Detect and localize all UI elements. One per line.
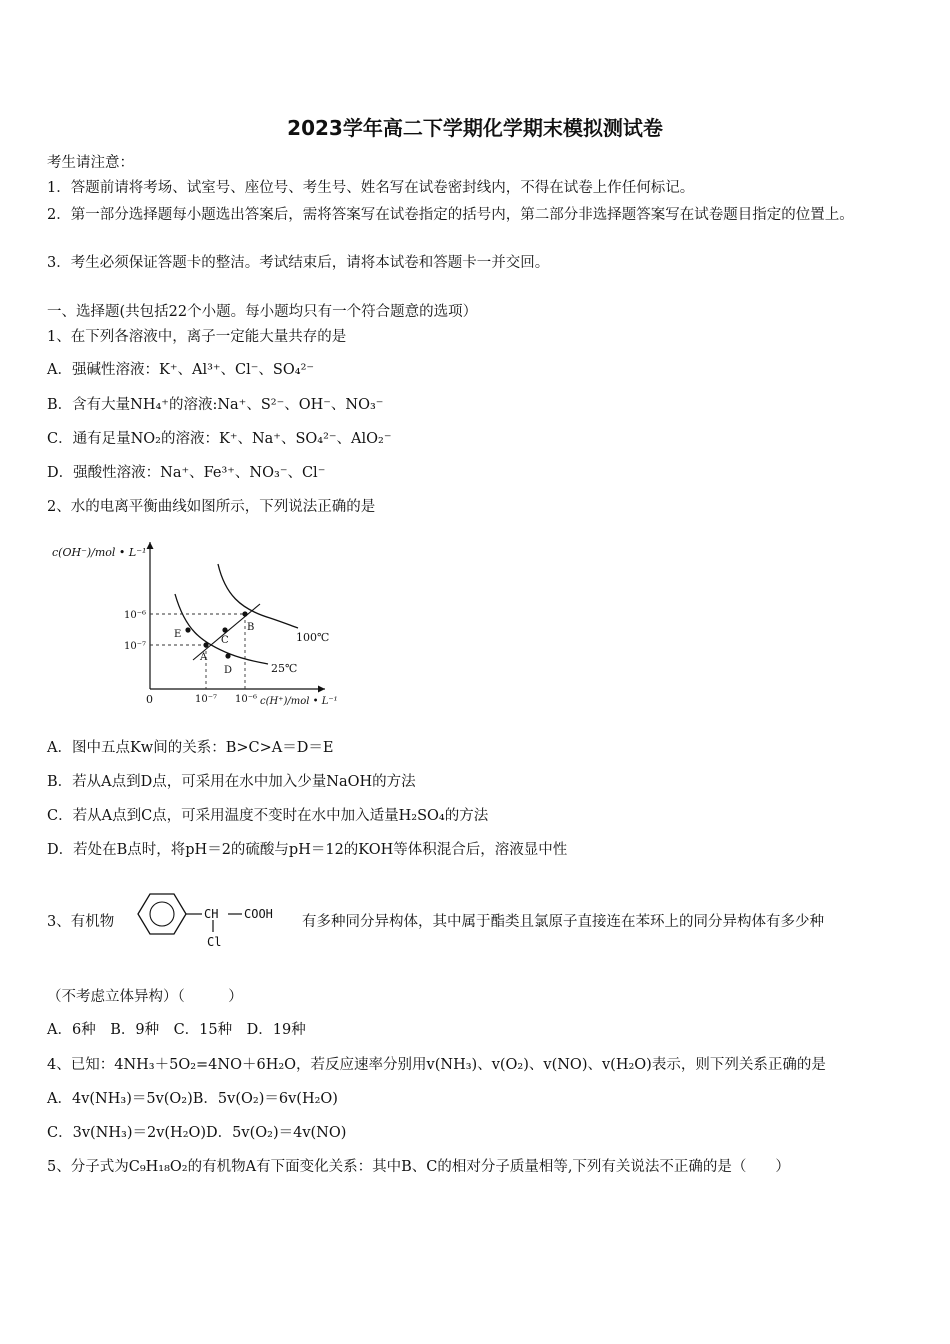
point-b (242, 611, 247, 616)
notice-item-1: 1．答题前请将考场、试室号、座位号、考生号、姓名写在试卷密封线内，不得在试卷上作任何标记。 (47, 180, 695, 196)
y-axis-label: c(OH⁻)/mol • L⁻¹ (52, 546, 147, 559)
curve-100c (218, 564, 298, 628)
q1-option-a (47, 360, 314, 380)
q1-stem: 1、在下列各溶液中，离子一定能大量共存的是 (47, 329, 347, 345)
label-point-a: A (200, 652, 208, 663)
q1-option-c (47, 429, 392, 449)
q3-stem-prefix: 3、有机物 (47, 914, 115, 930)
x-axis-label: c(H⁺)/mol • L⁻¹ (260, 696, 338, 707)
q4-stem: 4、已知：4NH₃＋5O₂=4NO＋6H₂O，若反应速率分别用v(NH₃)、v(O₂)、v(NO)、v(H₂O)表示，则下列关系正确的是 (47, 1057, 826, 1073)
point-d (225, 653, 230, 658)
point-e (185, 627, 190, 632)
label-point-d: D (224, 665, 233, 676)
mol-cooh-label: COOH (244, 907, 273, 921)
notice-item-3: 3．考生必须保证答题卡的整洁。考试结束后，请将本试卷和答题卡一并交回。 (47, 255, 550, 271)
y-tick-1e-7: 10⁻⁷ (124, 641, 147, 652)
mol-ch-label: CH (204, 907, 219, 921)
section-heading: 一、选择题(共包括22个小题。每小题均只有一个符合题意的选项） (47, 304, 478, 320)
notice-heading: 考生请注意： (47, 155, 134, 171)
q3-options: A．6种 B．9种 C．15种 D．19种 (47, 1022, 306, 1038)
mol-cl-label: Cl (207, 935, 222, 949)
q1-option-a-label: A．强碱性溶液： (47, 362, 159, 378)
q1-option-b-ions: Na⁺、S²⁻、OH⁻、NO₃⁻ (217, 397, 384, 413)
q1-option-d-ions: Na⁺、Fe³⁺、NO₃⁻、Cl⁻ (160, 465, 326, 481)
q1-option-d-label: D．强酸性溶液： (47, 465, 161, 481)
q1-option-c-ions: K⁺、Na⁺、SO₄²⁻、AlO₂⁻ (218, 431, 392, 447)
q1-option-b-label: B．含有大量NH₄⁺的溶液: (47, 397, 218, 413)
notice-item-2: 2．第一部分选择题每小题选出答案后，需将答案写在试卷指定的括号内，第二部分非选择题答案写在试卷题目指定的位置上。 (47, 207, 854, 223)
q5-stem: 5、分子式为C₉H₁₈O₂的有机物A有下面变化关系：其中B、C的相对分子质量相等,下列有关说法不正确的是（ ） (47, 1159, 790, 1175)
q2-option-d: D．若处在B点时，将pH＝2的硫酸与pH＝12的KOH等体积混合后，溶液显中性 (47, 842, 568, 858)
label-point-e: E (174, 629, 182, 640)
label-point-c: C (221, 635, 229, 646)
origin-label: 0 (146, 693, 153, 706)
page-title: 2023学年高二下学期化学期末模拟测试卷 (287, 116, 663, 140)
x-tick-1e-6: 10⁻⁶ (235, 694, 258, 705)
label-100c: 100℃ (296, 631, 330, 644)
q1-option-b (47, 395, 383, 415)
x-tick-1e-7: 10⁻⁷ (195, 694, 218, 705)
point-c (222, 627, 227, 632)
label-point-b: B (247, 622, 255, 633)
y-tick-1e-6: 10⁻⁶ (124, 610, 147, 621)
point-a (203, 642, 208, 647)
q2-option-b: B．若从A点到D点，可采用在水中加入少量NaOH的方法 (47, 774, 416, 790)
q3-stem-suffix: 有多种同分异构体，其中属于酯类且氯原子直接连在苯环上的同分异构体有多少种 (302, 914, 824, 930)
q2-stem: 2、水的电离平衡曲线如图所示，下列说法正确的是 (47, 499, 376, 515)
q4-options-ab: A．4v(NH₃)＝5v(O₂)B．5v(O₂)＝6v(H₂O) (47, 1091, 338, 1107)
q2-option-a: A．图中五点Kw间的关系：B>C>A＝D＝E (47, 740, 334, 756)
phenyl-chloroacetic-acid-structure (128, 888, 298, 952)
label-25c: 25℃ (271, 662, 298, 675)
q1-option-a-ions: K⁺、Al³⁺、Cl⁻、SO₄²⁻ (158, 362, 315, 378)
q2-option-c: C．若从A点到C点，可采用温度不变时在水中加入适量H₂SO₄的方法 (47, 808, 489, 824)
water-ionization-chart (40, 534, 370, 714)
q3-note: （不考虑立体异构）（ ） (47, 989, 243, 1005)
q1-option-d (47, 463, 325, 483)
q1-option-c-label: C．通有足量NO₂的溶液： (47, 431, 219, 447)
q4-options-cd: C．3v(NH₃)＝2v(H₂O)D．5v(O₂)＝4v(NO) (47, 1125, 347, 1141)
